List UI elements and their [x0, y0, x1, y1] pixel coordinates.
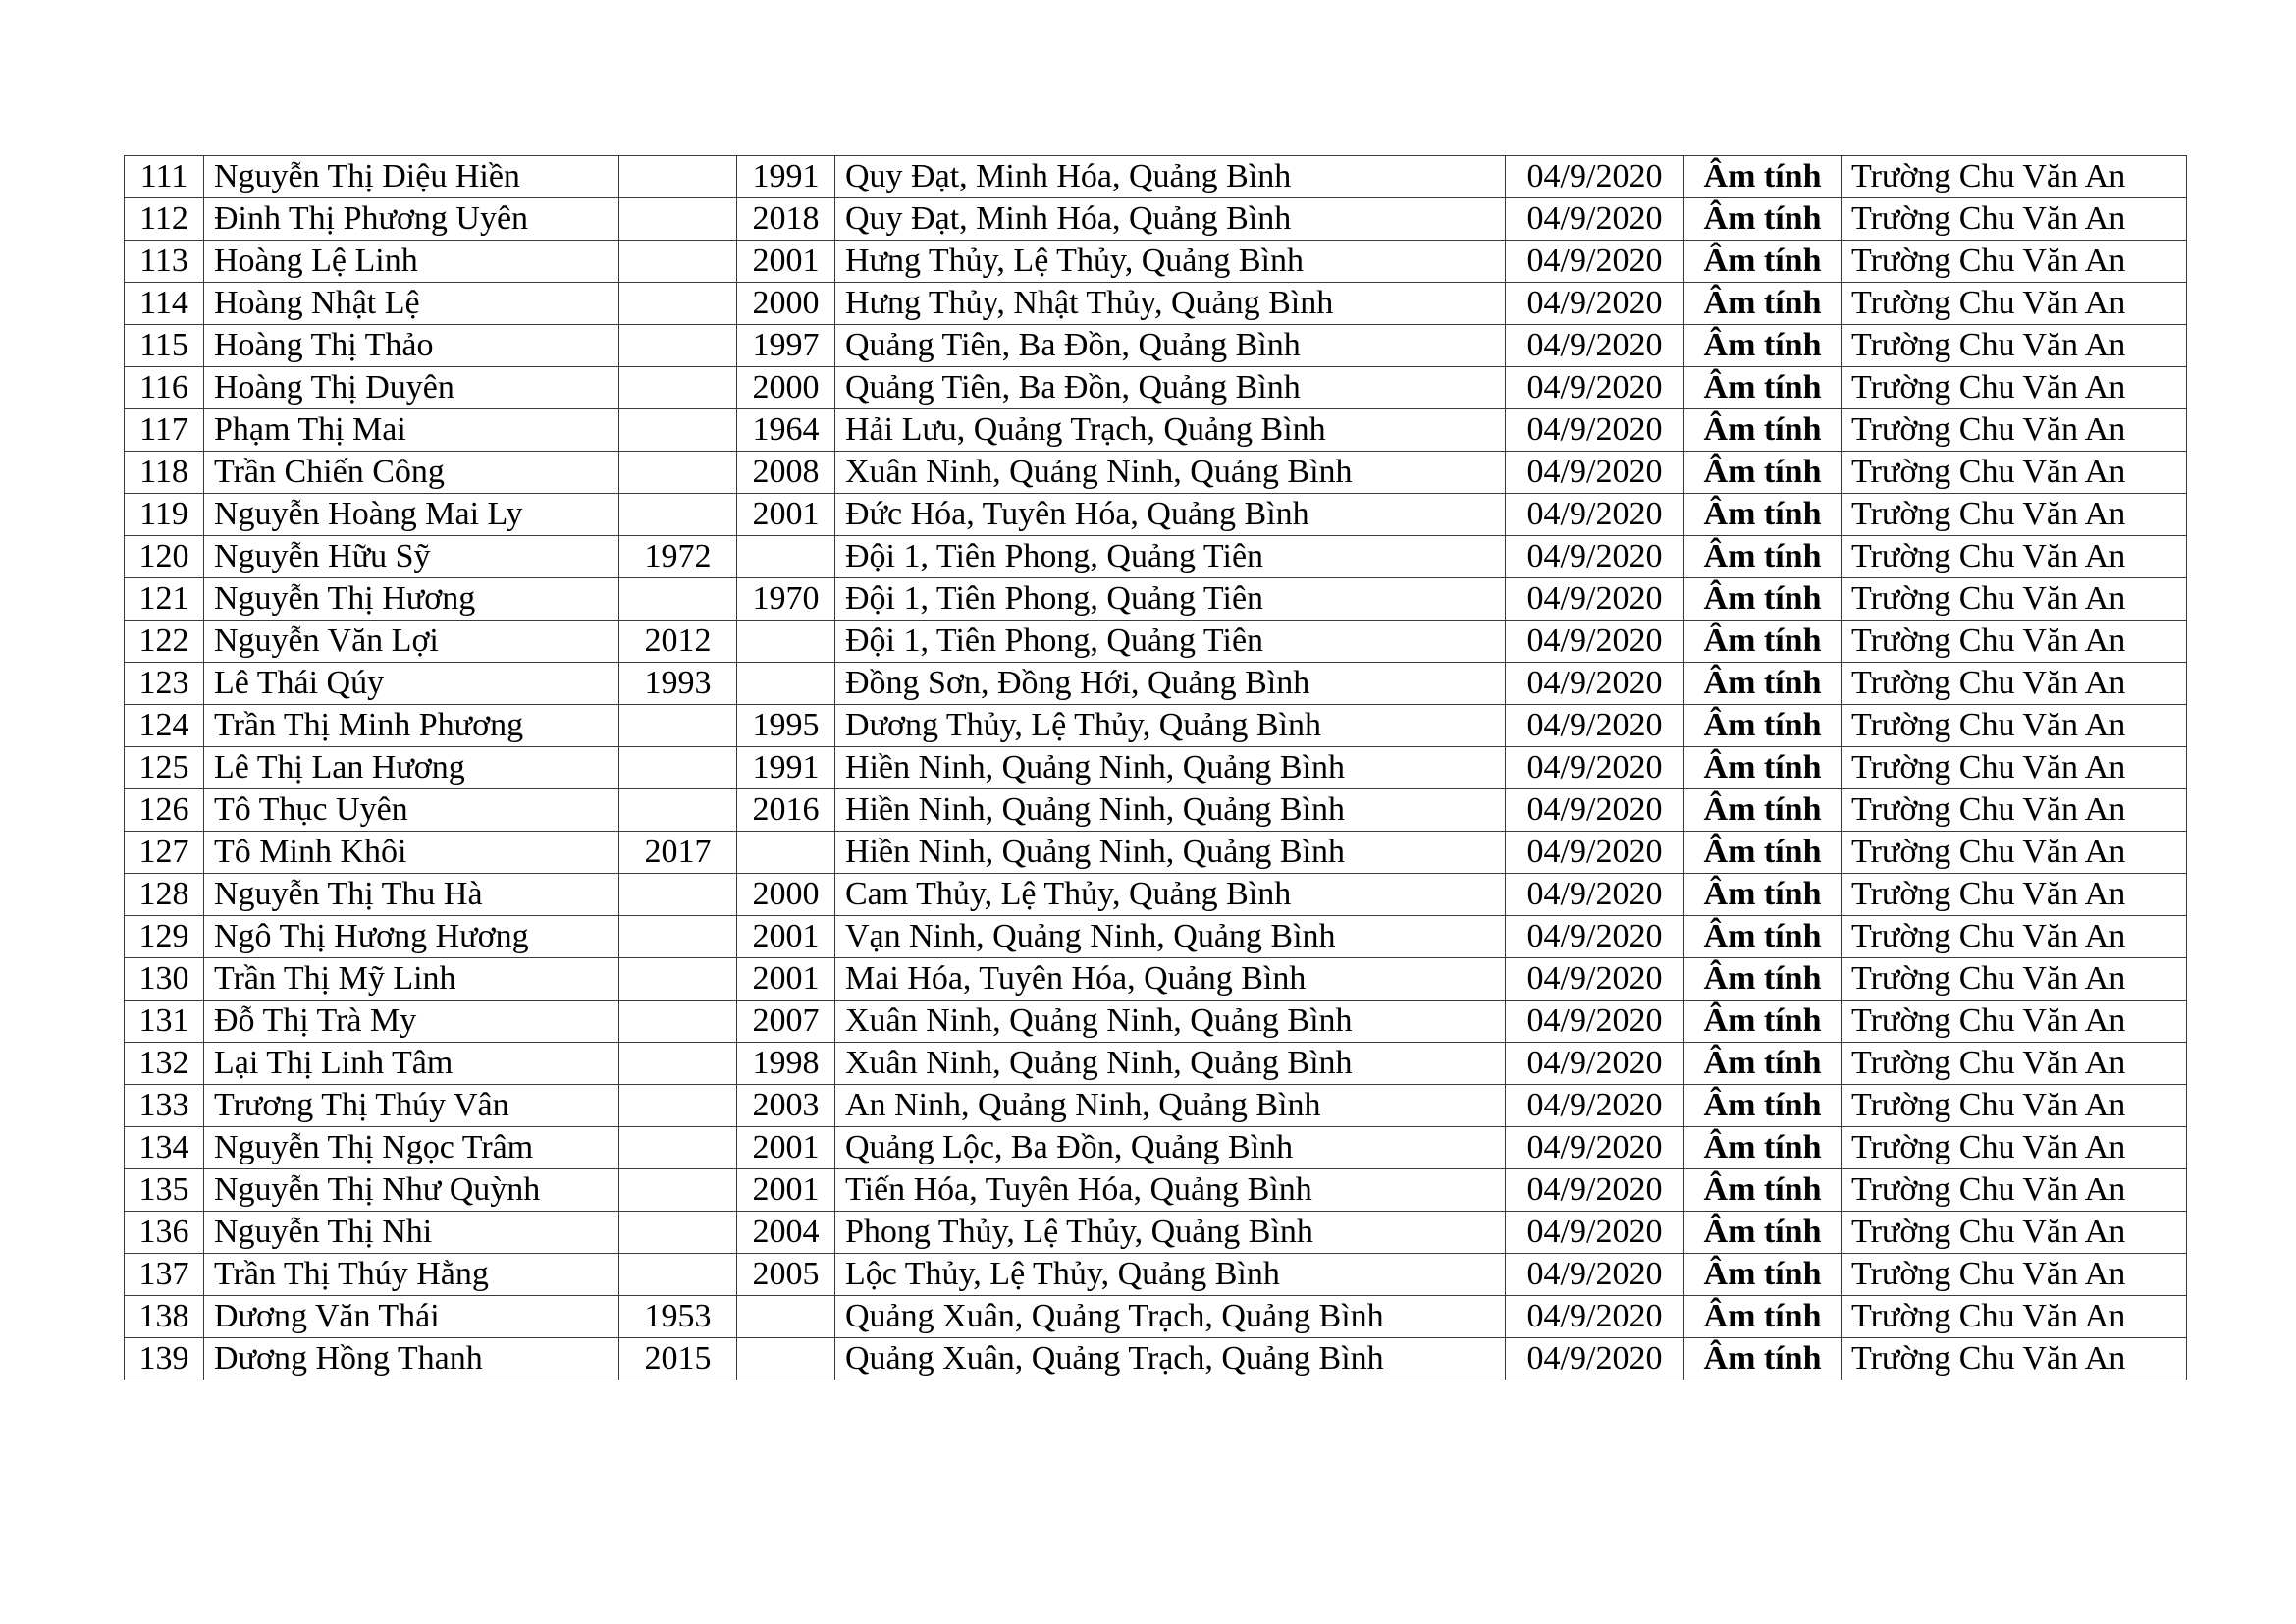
table-row: [125, 1212, 2187, 1254]
full-name-cell: Ngô Thị Hương Hương: [204, 916, 619, 958]
address-cell: Vạn Ninh, Quảng Ninh, Quảng Bình: [835, 916, 1506, 958]
test-result-cell: Âm tính: [1684, 1254, 1842, 1296]
test-results-table: [124, 155, 2187, 1380]
female-birth-year-cell: 1998: [737, 1043, 835, 1085]
test-result-cell: Âm tính: [1684, 747, 1842, 789]
female-birth-year-cell: 2001: [737, 494, 835, 536]
full-name-cell: Phạm Thị Mai: [204, 409, 619, 452]
address-cell: Đức Hóa, Tuyên Hóa, Quảng Bình: [835, 494, 1506, 536]
full-name-cell: Nguyễn Thị Diệu Hiền: [204, 156, 619, 198]
table-row: [125, 747, 2187, 789]
row-number-cell: 134: [125, 1127, 204, 1169]
isolation-place-cell: Trường Chu Văn An: [1842, 1254, 2187, 1296]
male-birth-year-cell: [619, 1001, 737, 1043]
male-birth-year-cell: [619, 705, 737, 747]
address-cell: Xuân Ninh, Quảng Ninh, Quảng Bình: [835, 1001, 1506, 1043]
test-date-cell: 04/9/2020: [1506, 536, 1684, 578]
isolation-place-cell: Trường Chu Văn An: [1842, 241, 2187, 283]
test-date-cell: 04/9/2020: [1506, 578, 1684, 621]
table-row: [125, 1338, 2187, 1380]
test-result-cell: Âm tính: [1684, 621, 1842, 663]
female-birth-year-cell: 1991: [737, 156, 835, 198]
test-date-cell: 04/9/2020: [1506, 1254, 1684, 1296]
row-number-cell: 118: [125, 452, 204, 494]
address-cell: Đồng Sơn, Đồng Hới, Quảng Bình: [835, 663, 1506, 705]
test-date-cell: 04/9/2020: [1506, 621, 1684, 663]
test-date-cell: 04/9/2020: [1506, 874, 1684, 916]
male-birth-year-cell: [619, 958, 737, 1001]
female-birth-year-cell: 2001: [737, 916, 835, 958]
row-number-cell: 138: [125, 1296, 204, 1338]
male-birth-year-cell: [619, 494, 737, 536]
isolation-place-cell: Trường Chu Văn An: [1842, 874, 2187, 916]
table-row: [125, 283, 2187, 325]
test-result-cell: Âm tính: [1684, 832, 1842, 874]
row-number-cell: 127: [125, 832, 204, 874]
table-row: [125, 1169, 2187, 1212]
row-number-cell: 121: [125, 578, 204, 621]
female-birth-year-cell: 2000: [737, 874, 835, 916]
female-birth-year-cell: [737, 663, 835, 705]
table-row: [125, 156, 2187, 198]
test-result-cell: Âm tính: [1684, 1001, 1842, 1043]
row-number-cell: 111: [125, 156, 204, 198]
test-date-cell: 04/9/2020: [1506, 1338, 1684, 1380]
address-cell: Quy Đạt, Minh Hóa, Quảng Bình: [835, 156, 1506, 198]
test-date-cell: 04/9/2020: [1506, 1085, 1684, 1127]
address-cell: Dương Thủy, Lệ Thủy, Quảng Bình: [835, 705, 1506, 747]
female-birth-year-cell: 1964: [737, 409, 835, 452]
male-birth-year-cell: 1953: [619, 1296, 737, 1338]
test-result-cell: Âm tính: [1684, 916, 1842, 958]
female-birth-year-cell: 2001: [737, 1169, 835, 1212]
address-cell: Hải Lưu, Quảng Trạch, Quảng Bình: [835, 409, 1506, 452]
test-date-cell: 04/9/2020: [1506, 789, 1684, 832]
row-number-cell: 136: [125, 1212, 204, 1254]
table-row: [125, 1296, 2187, 1338]
test-date-cell: 04/9/2020: [1506, 241, 1684, 283]
test-date-cell: 04/9/2020: [1506, 1001, 1684, 1043]
row-number-cell: 124: [125, 705, 204, 747]
full-name-cell: Tô Minh Khôi: [204, 832, 619, 874]
full-name-cell: Nguyễn Hữu Sỹ: [204, 536, 619, 578]
full-name-cell: Đinh Thị Phương Uyên: [204, 198, 619, 241]
test-date-cell: 04/9/2020: [1506, 409, 1684, 452]
table-row: [125, 578, 2187, 621]
male-birth-year-cell: [619, 325, 737, 367]
table-row: [125, 1127, 2187, 1169]
row-number-cell: 113: [125, 241, 204, 283]
male-birth-year-cell: [619, 367, 737, 409]
table-row: [125, 241, 2187, 283]
test-result-cell: Âm tính: [1684, 1043, 1842, 1085]
full-name-cell: Đỗ Thị Trà My: [204, 1001, 619, 1043]
table-row: [125, 874, 2187, 916]
female-birth-year-cell: 1991: [737, 747, 835, 789]
test-result-cell: Âm tính: [1684, 241, 1842, 283]
address-cell: Lộc Thủy, Lệ Thủy, Quảng Bình: [835, 1254, 1506, 1296]
table-row: [125, 621, 2187, 663]
isolation-place-cell: Trường Chu Văn An: [1842, 283, 2187, 325]
female-birth-year-cell: [737, 832, 835, 874]
address-cell: Quảng Lộc, Ba Đồn, Quảng Bình: [835, 1127, 1506, 1169]
test-result-cell: Âm tính: [1684, 663, 1842, 705]
male-birth-year-cell: [619, 198, 737, 241]
female-birth-year-cell: 2016: [737, 789, 835, 832]
isolation-place-cell: Trường Chu Văn An: [1842, 705, 2187, 747]
address-cell: Tiến Hóa, Tuyên Hóa, Quảng Bình: [835, 1169, 1506, 1212]
female-birth-year-cell: 2000: [737, 283, 835, 325]
address-cell: Quảng Xuân, Quảng Trạch, Quảng Bình: [835, 1338, 1506, 1380]
table-row: [125, 367, 2187, 409]
female-birth-year-cell: 2000: [737, 367, 835, 409]
isolation-place-cell: Trường Chu Văn An: [1842, 663, 2187, 705]
row-number-cell: 130: [125, 958, 204, 1001]
male-birth-year-cell: [619, 1043, 737, 1085]
test-date-cell: 04/9/2020: [1506, 198, 1684, 241]
male-birth-year-cell: [619, 409, 737, 452]
full-name-cell: Nguyễn Văn Lợi: [204, 621, 619, 663]
test-date-cell: 04/9/2020: [1506, 705, 1684, 747]
full-name-cell: Hoàng Nhật Lệ: [204, 283, 619, 325]
test-date-cell: 04/9/2020: [1506, 367, 1684, 409]
row-number-cell: 120: [125, 536, 204, 578]
full-name-cell: Nguyễn Thị Nhi: [204, 1212, 619, 1254]
full-name-cell: Nguyễn Thị Ngọc Trâm: [204, 1127, 619, 1169]
female-birth-year-cell: 2001: [737, 241, 835, 283]
full-name-cell: Nguyễn Thị Như Quỳnh: [204, 1169, 619, 1212]
address-cell: Quy Đạt, Minh Hóa, Quảng Bình: [835, 198, 1506, 241]
female-birth-year-cell: 2018: [737, 198, 835, 241]
male-birth-year-cell: [619, 1169, 737, 1212]
test-date-cell: 04/9/2020: [1506, 156, 1684, 198]
isolation-place-cell: Trường Chu Văn An: [1842, 789, 2187, 832]
male-birth-year-cell: [619, 156, 737, 198]
row-number-cell: 126: [125, 789, 204, 832]
isolation-place-cell: Trường Chu Văn An: [1842, 494, 2187, 536]
test-date-cell: 04/9/2020: [1506, 494, 1684, 536]
full-name-cell: Lê Thái Qúy: [204, 663, 619, 705]
male-birth-year-cell: [619, 1254, 737, 1296]
table-row: [125, 325, 2187, 367]
male-birth-year-cell: 2017: [619, 832, 737, 874]
test-result-cell: Âm tính: [1684, 409, 1842, 452]
address-cell: Mai Hóa, Tuyên Hóa, Quảng Bình: [835, 958, 1506, 1001]
full-name-cell: Nguyễn Thị Hương: [204, 578, 619, 621]
male-birth-year-cell: 2012: [619, 621, 737, 663]
test-result-cell: Âm tính: [1684, 367, 1842, 409]
row-number-cell: 123: [125, 663, 204, 705]
table-row: [125, 1085, 2187, 1127]
isolation-place-cell: Trường Chu Văn An: [1842, 578, 2187, 621]
table-row: [125, 409, 2187, 452]
table-row: [125, 494, 2187, 536]
table-row: [125, 198, 2187, 241]
full-name-cell: Hoàng Thị Thảo: [204, 325, 619, 367]
row-number-cell: 112: [125, 198, 204, 241]
isolation-place-cell: Trường Chu Văn An: [1842, 916, 2187, 958]
full-name-cell: Dương Văn Thái: [204, 1296, 619, 1338]
female-birth-year-cell: [737, 1296, 835, 1338]
female-birth-year-cell: 1995: [737, 705, 835, 747]
address-cell: Xuân Ninh, Quảng Ninh, Quảng Bình: [835, 1043, 1506, 1085]
test-result-cell: Âm tính: [1684, 1338, 1842, 1380]
full-name-cell: Nguyễn Hoàng Mai Ly: [204, 494, 619, 536]
test-date-cell: 04/9/2020: [1506, 1296, 1684, 1338]
row-number-cell: 133: [125, 1085, 204, 1127]
table-row: [125, 1043, 2187, 1085]
full-name-cell: Trần Thị Thúy Hằng: [204, 1254, 619, 1296]
full-name-cell: Trần Thị Minh Phương: [204, 705, 619, 747]
full-name-cell: Lại Thị Linh Tâm: [204, 1043, 619, 1085]
test-result-cell: Âm tính: [1684, 705, 1842, 747]
table-body: [125, 156, 2187, 1380]
table-row: [125, 705, 2187, 747]
test-date-cell: 04/9/2020: [1506, 1169, 1684, 1212]
test-date-cell: 04/9/2020: [1506, 916, 1684, 958]
isolation-place-cell: Trường Chu Văn An: [1842, 958, 2187, 1001]
male-birth-year-cell: [619, 874, 737, 916]
female-birth-year-cell: 2001: [737, 1127, 835, 1169]
test-result-cell: Âm tính: [1684, 156, 1842, 198]
address-cell: Đội 1, Tiên Phong, Quảng Tiên: [835, 578, 1506, 621]
male-birth-year-cell: 1972: [619, 536, 737, 578]
male-birth-year-cell: [619, 1085, 737, 1127]
test-date-cell: 04/9/2020: [1506, 452, 1684, 494]
male-birth-year-cell: 2015: [619, 1338, 737, 1380]
full-name-cell: Trương Thị Thúy Vân: [204, 1085, 619, 1127]
female-birth-year-cell: 2008: [737, 452, 835, 494]
row-number-cell: 139: [125, 1338, 204, 1380]
full-name-cell: Trần Chiến Công: [204, 452, 619, 494]
table-row: [125, 958, 2187, 1001]
test-result-cell: Âm tính: [1684, 494, 1842, 536]
female-birth-year-cell: 2007: [737, 1001, 835, 1043]
isolation-place-cell: Trường Chu Văn An: [1842, 747, 2187, 789]
address-cell: An Ninh, Quảng Ninh, Quảng Bình: [835, 1085, 1506, 1127]
address-cell: Xuân Ninh, Quảng Ninh, Quảng Bình: [835, 452, 1506, 494]
isolation-place-cell: Trường Chu Văn An: [1842, 367, 2187, 409]
test-result-cell: Âm tính: [1684, 1085, 1842, 1127]
row-number-cell: 128: [125, 874, 204, 916]
row-number-cell: 137: [125, 1254, 204, 1296]
test-result-cell: Âm tính: [1684, 1127, 1842, 1169]
address-cell: Quảng Tiên, Ba Đồn, Quảng Bình: [835, 325, 1506, 367]
test-date-cell: 04/9/2020: [1506, 1127, 1684, 1169]
female-birth-year-cell: [737, 621, 835, 663]
table-row: [125, 1001, 2187, 1043]
isolation-place-cell: Trường Chu Văn An: [1842, 1001, 2187, 1043]
table-row: [125, 663, 2187, 705]
isolation-place-cell: Trường Chu Văn An: [1842, 452, 2187, 494]
address-cell: Hiền Ninh, Quảng Ninh, Quảng Bình: [835, 832, 1506, 874]
address-cell: Đội 1, Tiên Phong, Quảng Tiên: [835, 621, 1506, 663]
male-birth-year-cell: [619, 241, 737, 283]
test-result-cell: Âm tính: [1684, 536, 1842, 578]
row-number-cell: 129: [125, 916, 204, 958]
isolation-place-cell: Trường Chu Văn An: [1842, 1212, 2187, 1254]
row-number-cell: 125: [125, 747, 204, 789]
isolation-place-cell: Trường Chu Văn An: [1842, 325, 2187, 367]
test-result-cell: Âm tính: [1684, 958, 1842, 1001]
male-birth-year-cell: [619, 1212, 737, 1254]
address-cell: Hưng Thủy, Lệ Thủy, Quảng Bình: [835, 241, 1506, 283]
female-birth-year-cell: 1997: [737, 325, 835, 367]
female-birth-year-cell: 2003: [737, 1085, 835, 1127]
female-birth-year-cell: [737, 1338, 835, 1380]
female-birth-year-cell: 1970: [737, 578, 835, 621]
table-row: [125, 452, 2187, 494]
test-result-cell: Âm tính: [1684, 283, 1842, 325]
isolation-place-cell: Trường Chu Văn An: [1842, 832, 2187, 874]
table-row: [125, 536, 2187, 578]
test-result-cell: Âm tính: [1684, 1169, 1842, 1212]
male-birth-year-cell: [619, 452, 737, 494]
full-name-cell: Lê Thị Lan Hương: [204, 747, 619, 789]
male-birth-year-cell: 1993: [619, 663, 737, 705]
address-cell: Đội 1, Tiên Phong, Quảng Tiên: [835, 536, 1506, 578]
isolation-place-cell: Trường Chu Văn An: [1842, 1085, 2187, 1127]
male-birth-year-cell: [619, 916, 737, 958]
test-date-cell: 04/9/2020: [1506, 325, 1684, 367]
address-cell: Hiền Ninh, Quảng Ninh, Quảng Bình: [835, 789, 1506, 832]
test-result-cell: Âm tính: [1684, 325, 1842, 367]
male-birth-year-cell: [619, 747, 737, 789]
address-cell: Cam Thủy, Lệ Thủy, Quảng Bình: [835, 874, 1506, 916]
female-birth-year-cell: 2005: [737, 1254, 835, 1296]
female-birth-year-cell: 2001: [737, 958, 835, 1001]
full-name-cell: Hoàng Lệ Linh: [204, 241, 619, 283]
row-number-cell: 117: [125, 409, 204, 452]
isolation-place-cell: Trường Chu Văn An: [1842, 1127, 2187, 1169]
table-row: [125, 832, 2187, 874]
test-date-cell: 04/9/2020: [1506, 958, 1684, 1001]
test-result-cell: Âm tính: [1684, 1296, 1842, 1338]
female-birth-year-cell: 2004: [737, 1212, 835, 1254]
full-name-cell: Hoàng Thị Duyên: [204, 367, 619, 409]
address-cell: Phong Thủy, Lệ Thủy, Quảng Bình: [835, 1212, 1506, 1254]
isolation-place-cell: Trường Chu Văn An: [1842, 1043, 2187, 1085]
isolation-place-cell: Trường Chu Văn An: [1842, 1296, 2187, 1338]
full-name-cell: Dương Hồng Thanh: [204, 1338, 619, 1380]
address-cell: Quảng Tiên, Ba Đồn, Quảng Bình: [835, 367, 1506, 409]
isolation-place-cell: Trường Chu Văn An: [1842, 1338, 2187, 1380]
test-result-cell: Âm tính: [1684, 789, 1842, 832]
row-number-cell: 116: [125, 367, 204, 409]
full-name-cell: Nguyễn Thị Thu Hà: [204, 874, 619, 916]
male-birth-year-cell: [619, 1127, 737, 1169]
test-date-cell: 04/9/2020: [1506, 1212, 1684, 1254]
test-result-cell: Âm tính: [1684, 198, 1842, 241]
isolation-place-cell: Trường Chu Văn An: [1842, 198, 2187, 241]
row-number-cell: 122: [125, 621, 204, 663]
isolation-place-cell: Trường Chu Văn An: [1842, 1169, 2187, 1212]
male-birth-year-cell: [619, 789, 737, 832]
full-name-cell: Tô Thục Uyên: [204, 789, 619, 832]
address-cell: Hiền Ninh, Quảng Ninh, Quảng Bình: [835, 747, 1506, 789]
row-number-cell: 132: [125, 1043, 204, 1085]
table-row: [125, 916, 2187, 958]
isolation-place-cell: Trường Chu Văn An: [1842, 536, 2187, 578]
row-number-cell: 115: [125, 325, 204, 367]
row-number-cell: 119: [125, 494, 204, 536]
row-number-cell: 135: [125, 1169, 204, 1212]
male-birth-year-cell: [619, 578, 737, 621]
isolation-place-cell: Trường Chu Văn An: [1842, 156, 2187, 198]
test-date-cell: 04/9/2020: [1506, 283, 1684, 325]
isolation-place-cell: Trường Chu Văn An: [1842, 409, 2187, 452]
isolation-place-cell: Trường Chu Văn An: [1842, 621, 2187, 663]
test-result-cell: Âm tính: [1684, 578, 1842, 621]
test-date-cell: 04/9/2020: [1506, 832, 1684, 874]
test-result-cell: Âm tính: [1684, 874, 1842, 916]
table-row: [125, 789, 2187, 832]
male-birth-year-cell: [619, 283, 737, 325]
female-birth-year-cell: [737, 536, 835, 578]
table-row: [125, 1254, 2187, 1296]
test-date-cell: 04/9/2020: [1506, 1043, 1684, 1085]
address-cell: Hưng Thủy, Nhật Thủy, Quảng Bình: [835, 283, 1506, 325]
row-number-cell: 131: [125, 1001, 204, 1043]
test-date-cell: 04/9/2020: [1506, 747, 1684, 789]
full-name-cell: Trần Thị Mỹ Linh: [204, 958, 619, 1001]
test-result-cell: Âm tính: [1684, 1212, 1842, 1254]
test-result-cell: Âm tính: [1684, 452, 1842, 494]
row-number-cell: 114: [125, 283, 204, 325]
address-cell: Quảng Xuân, Quảng Trạch, Quảng Bình: [835, 1296, 1506, 1338]
test-date-cell: 04/9/2020: [1506, 663, 1684, 705]
